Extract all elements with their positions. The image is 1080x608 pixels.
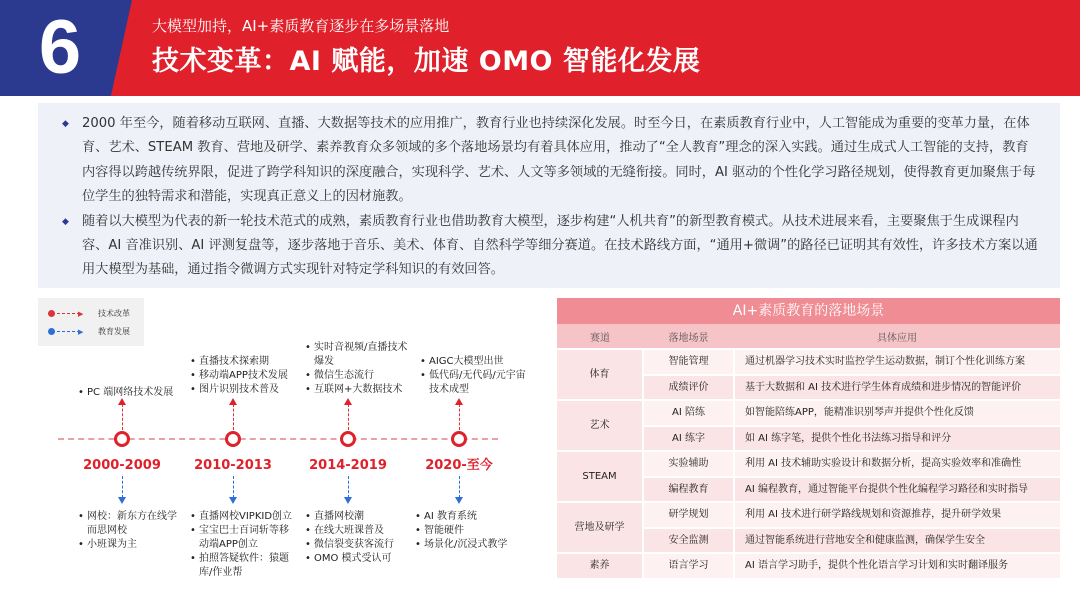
timeline-node bbox=[451, 431, 467, 447]
scene-cell: AI 陪练 bbox=[643, 400, 734, 426]
period-label: 2014-2019 bbox=[309, 458, 387, 473]
intro-bullet bbox=[64, 112, 1038, 210]
tech-list bbox=[190, 355, 302, 397]
intro-bullet bbox=[64, 210, 1038, 283]
scene-cell: 实验辅助 bbox=[643, 451, 734, 477]
edu-item: • 智能硬件 bbox=[415, 524, 525, 538]
track-cell: 体育 bbox=[557, 349, 643, 400]
application-cell: 基于大数据和 AI 技术进行学生体育成绩和进步情况的智能评价 bbox=[734, 375, 1060, 401]
intro-text: 2000 年至今，随着移动互联网、直播、大数据等技术的应用推广，教育行业也持续深化发展。时至今日，在素质教育行业中，人工智能成为重要的变革力量，在体育、艺术、STEAM 教育、营地及研学、素养教育众多领域的多个落地场景均有着具体应用，推动了“全人教育”理念的深入实践。通过生成式人工智能的支持，教育内容得以跨越传统界限，促进了跨学科知识的深度融合，实现科学、艺术、人文等多领域的无缝衔接。同时，AI 驱动的个性化学习路径规划，使得教育更加聚焦于每位学生的独特需求和潜能，实现真正意义上的因材施教。 bbox=[82, 116, 1036, 205]
table-title: AI+素质教育的落地场景 bbox=[557, 298, 1060, 324]
tech-item: • 微信生态流行 bbox=[305, 369, 410, 383]
tech-connector bbox=[233, 404, 234, 430]
scene-cell: 编程教育 bbox=[643, 477, 734, 503]
application-cell: 利用 AI 技术进行研学路线规划和资源推荐，提升研学效果 bbox=[734, 502, 1060, 528]
tech-list bbox=[78, 386, 188, 400]
tech-connector bbox=[122, 404, 123, 430]
edu-item: • 宝宝巴士百词斩等移动端APP创立 bbox=[190, 524, 295, 552]
edu-item: • 直播网校VIPKID创立 bbox=[190, 510, 295, 524]
arrow-right-icon: ▶ bbox=[78, 328, 84, 336]
edu-item: • AI 教育系统 bbox=[415, 510, 525, 524]
arrow-down-icon bbox=[344, 497, 352, 504]
scene-cell: 安全监测 bbox=[643, 528, 734, 554]
header-application: 具体应用 bbox=[734, 324, 1060, 349]
tech-connector bbox=[348, 404, 349, 430]
scene-cell: 成绩评价 bbox=[643, 375, 734, 401]
edu-item: • 在线大班课普及 bbox=[305, 524, 410, 538]
period-label: 2010-2013 bbox=[194, 458, 272, 473]
timeline-node bbox=[340, 431, 356, 447]
table-header-row bbox=[557, 324, 1060, 349]
tech-item: • 实时音视频/直播技术爆发 bbox=[305, 341, 410, 369]
arrow-up-icon bbox=[229, 398, 237, 405]
page-subtitle: 大模型加持，AI+素质教育逐步在多场景落地 bbox=[152, 17, 450, 35]
tech-connector bbox=[459, 404, 460, 430]
scene-cell: AI 练字 bbox=[643, 426, 734, 452]
timeline-legend bbox=[38, 298, 144, 346]
legend-line bbox=[52, 331, 80, 332]
track-cell: STEAM bbox=[557, 451, 643, 502]
arrow-right-icon: ▶ bbox=[78, 310, 84, 318]
edu-connector bbox=[122, 476, 123, 498]
edu-list bbox=[190, 510, 295, 580]
application-cell: AI 语言学习助手，提供个性化语言学习计划和实时翻译服务 bbox=[734, 553, 1060, 579]
edu-item: • OMO 模式受认可 bbox=[305, 552, 410, 566]
scenes-table bbox=[557, 324, 1060, 580]
timeline-node bbox=[114, 431, 130, 447]
scene-cell: 语言学习 bbox=[643, 553, 734, 579]
scene-cell: 智能管理 bbox=[643, 349, 734, 375]
intro-panel bbox=[38, 103, 1060, 288]
diamond-bullet-icon: ◆ bbox=[62, 119, 69, 129]
page-title: 技术变革：AI 赋能，加速 OMO 智能化发展 bbox=[152, 46, 701, 77]
table-row bbox=[557, 400, 1060, 426]
scene-cell: 研学规划 bbox=[643, 502, 734, 528]
edu-item: • 微信裂变获客流行 bbox=[305, 538, 410, 552]
edu-item: • 网校：新东方在线学而思网校 bbox=[78, 510, 178, 538]
timeline-node bbox=[225, 431, 241, 447]
section-number: 6 bbox=[38, 5, 82, 90]
edu-item: • 小班课为主 bbox=[78, 538, 178, 552]
intro-text: 随着以大模型为代表的新一轮技术范式的成熟，素质教育行业也借助教育大模型，逐步构建“人机共育”的新型教育模式。从技术进展来看，主要聚焦于生成课程内容、AI 音准识别、AI 评测复盘等，逐步落地于音乐、美术、体育、自然科学等细分赛道。在技术路线方面，“通用+微调”的路径已证明其有效性，许多技术方案以通用大模型为基础，通过指令微调方式实现针对特定学科知识的有效回答。 bbox=[82, 213, 1038, 278]
table-row bbox=[557, 451, 1060, 477]
arrow-up-icon bbox=[455, 398, 463, 405]
table-row bbox=[557, 349, 1060, 375]
tech-item: • 互联网+大数据技术 bbox=[305, 383, 410, 397]
arrow-down-icon bbox=[229, 497, 237, 504]
arrow-up-icon bbox=[344, 398, 352, 405]
legend-line bbox=[52, 313, 80, 314]
track-cell: 艺术 bbox=[557, 400, 643, 451]
tech-item: • 低代码/无代码/元宇宙技术成型 bbox=[420, 369, 528, 397]
edu-list bbox=[415, 510, 525, 552]
application-cell: 利用 AI 技术辅助实验设计和数据分析，提高实验效率和准确性 bbox=[734, 451, 1060, 477]
edu-item: • 场景化/沉浸式教学 bbox=[415, 538, 525, 552]
tech-item: • PC 端网络技术发展 bbox=[78, 386, 188, 400]
tech-item: • 移动端APP技术发展 bbox=[190, 369, 302, 383]
arrow-down-icon bbox=[455, 497, 463, 504]
edu-item: • 拍照答疑软件：猿题库/作业帮 bbox=[190, 552, 295, 580]
legend-tech bbox=[48, 307, 144, 321]
tech-item: • 图片识别技术普及 bbox=[190, 383, 302, 397]
application-cell: 通过智能系统进行营地安全和健康监测，确保学生安全 bbox=[734, 528, 1060, 554]
legend-label: 教育发展 bbox=[98, 327, 130, 336]
edu-list bbox=[78, 510, 178, 552]
table-row bbox=[557, 553, 1060, 579]
tech-list bbox=[420, 355, 528, 397]
tech-item: • AIGC大模型出世 bbox=[420, 355, 528, 369]
arrow-down-icon bbox=[118, 497, 126, 504]
period-label: 2020-至今 bbox=[425, 458, 493, 473]
edu-connector bbox=[233, 476, 234, 498]
period-label: 2000-2009 bbox=[83, 458, 161, 473]
header-bar bbox=[0, 0, 1080, 96]
header-scene: 落地场景 bbox=[643, 324, 734, 349]
track-cell: 营地及研学 bbox=[557, 502, 643, 553]
application-cell: AI 编程教育，通过智能平台提供个性化编程学习路径和实时指导 bbox=[734, 477, 1060, 503]
legend-edu bbox=[48, 325, 144, 339]
diamond-bullet-icon: ◆ bbox=[62, 216, 69, 227]
legend-label: 技术改革 bbox=[98, 309, 130, 318]
legend-dot-icon bbox=[48, 310, 55, 317]
header-track: 赛道 bbox=[557, 324, 643, 349]
tech-item: • 直播技术探索期 bbox=[190, 355, 302, 369]
application-cell: 如 AI 练字笔，提供个性化书法练习指导和评分 bbox=[734, 426, 1060, 452]
edu-item: • 直播网校潮 bbox=[305, 510, 410, 524]
edu-connector bbox=[459, 476, 460, 498]
tech-list bbox=[305, 341, 410, 397]
track-cell: 素养 bbox=[557, 553, 643, 579]
table-row bbox=[557, 502, 1060, 528]
legend-dot-icon bbox=[48, 328, 55, 335]
application-cell: 通过机器学习技术实时监控学生运动数据，制订个性化训练方案 bbox=[734, 349, 1060, 375]
edu-connector bbox=[348, 476, 349, 498]
application-cell: 如智能陪练APP，能精准识别琴声并提供个性化反馈 bbox=[734, 400, 1060, 426]
edu-list bbox=[305, 510, 410, 566]
